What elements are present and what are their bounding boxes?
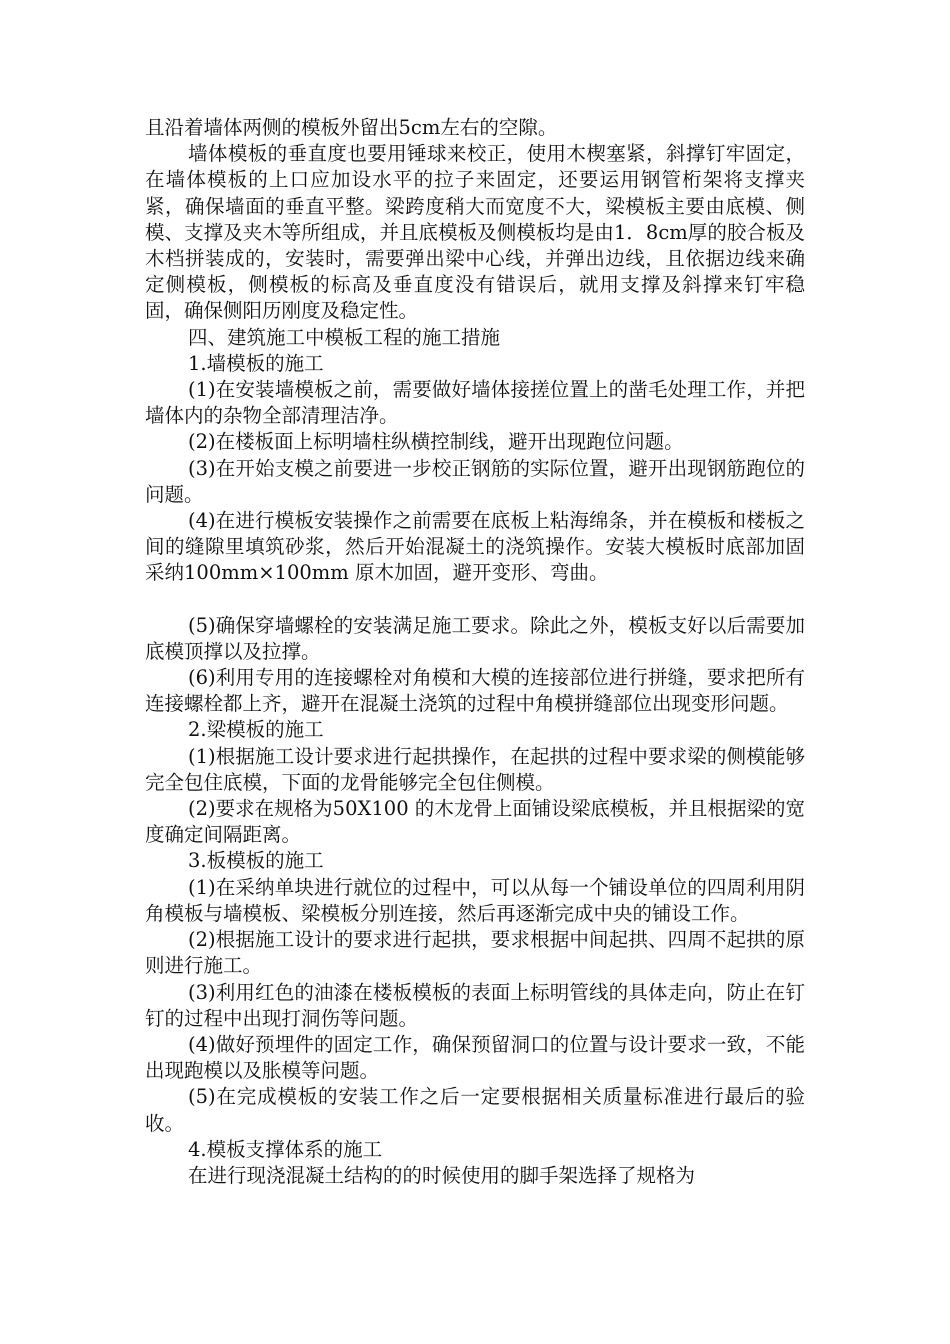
list-item-slab-3: (3)利用红色的油漆在楼板模板的表面上标明管线的具体走向，防止在钉钉的过程中出现打洞伤等问题。: [145, 980, 805, 1030]
section-heading-4: 四、建筑施工中模板工程的施工措施: [188, 325, 501, 349]
paragraph-continuation: 且沿着墙体两侧的模板外留出5cm左右的空隙。: [145, 116, 558, 139]
list-item-slab-4: (4)做好预埋件的固定工作，确保预留洞口的位置与设计要求一致，不能出现跑模以及胀模等问题。: [145, 1032, 805, 1083]
paragraph-support-system: 在进行现浇混凝土结构的的时候使用的脚手架选择了规格为: [188, 1163, 696, 1187]
list-item-beam-2: (2)要求在规格为50X100 的木龙骨上面铺设梁底模板，并且根据梁的宽度确定间隔距离。: [145, 797, 805, 847]
list-item-wall-4: (4)在进行模板安装操作之前需要在底板上粘海绵条，并在模板和楼板之间的缝隙里填筑砂浆，然后开始混凝土的浇筑操作。安装大模板时底部加固采纳100mm×100mm 原木加固，避开变形、弯曲。: [145, 509, 805, 585]
list-item-wall-5: (5)确保穿墙螺栓的安装满足施工要求。除此之外，模板支好以后需要加底模顶撑以及拉撑。: [145, 613, 805, 663]
document-body: [145, 115, 805, 1189]
list-item-slab-2: (2)根据施工设计的要求进行起拱，要求根据中间起拱、四周不起拱的原则进行施工。: [145, 928, 805, 978]
list-item-wall-6: (6)利用专用的连接螺栓对角模和大模的连接部位进行拼缝，要求把所有连接螺栓都上齐，避开在混凝土浇筑的过程中角模拼缝部位出现变形问题。: [145, 666, 805, 716]
subsection-heading-beam: 2.梁模板的施工: [188, 718, 324, 742]
subsection-heading-support: 4.模板支撑体系的施工: [188, 1137, 383, 1161]
list-item-slab-5: (5)在完成模板的安装工作之后一定要根据相关质量标准进行最后的验收。: [145, 1085, 805, 1135]
list-item-wall-3: (3)在开始支模之前要进一步校正钢筋的实际位置，避开出现钢筋跑位的问题。: [145, 456, 805, 506]
list-item-slab-1: (1)在采纳单块进行就位的过程中，可以从每一个铺设单位的四周利用阴角模板与墙模板、梁模板分别连接，然后再逐渐完成中央的铺设工作。: [145, 875, 805, 925]
list-item-beam-1: (1)根据施工设计要求进行起拱操作，在起拱的过程中要求梁的侧模能够完全包住底模，下面的龙骨能够完全包住侧模。: [145, 744, 805, 794]
list-item-wall-1: (1)在安装墙模板之前，需要做好墙体接搓位置上的凿毛处理工作，并把墙体内的杂物全部清理洁净。: [145, 378, 805, 428]
list-item-wall-2: (2)在楼板面上标明墙柱纵横控制线，避开出现跑位问题。: [188, 430, 684, 454]
paragraph-formwork-verticality: 墙体模板的垂直度也要用锤球来校正，使用木楔塞紧，斜撑钉牢固定，在墙体模板的上口应加设水平的拉子来固定，还要运用钢管桁架将支撑夹紧，确保墙面的垂直平整。梁跨度稍大而宽度不大，梁模板主要由底模、侧模、支撑及夹木等所组成，并且底模板及侧模板均是由1．8cm厚的胶合板及木档拼装成的，安装时，需要弹出梁中心线，并弹出边线，且依据边线来确定侧模板，侧模板的标高及垂直度没有错误后，就用支撑及斜撑来钉牢稳固，确保侧阳历刚度及稳定性。: [145, 142, 805, 323]
subsection-heading-slab: 3.板模板的施工: [188, 849, 324, 873]
subsection-heading-wall: 1.墙模板的施工: [188, 351, 324, 375]
